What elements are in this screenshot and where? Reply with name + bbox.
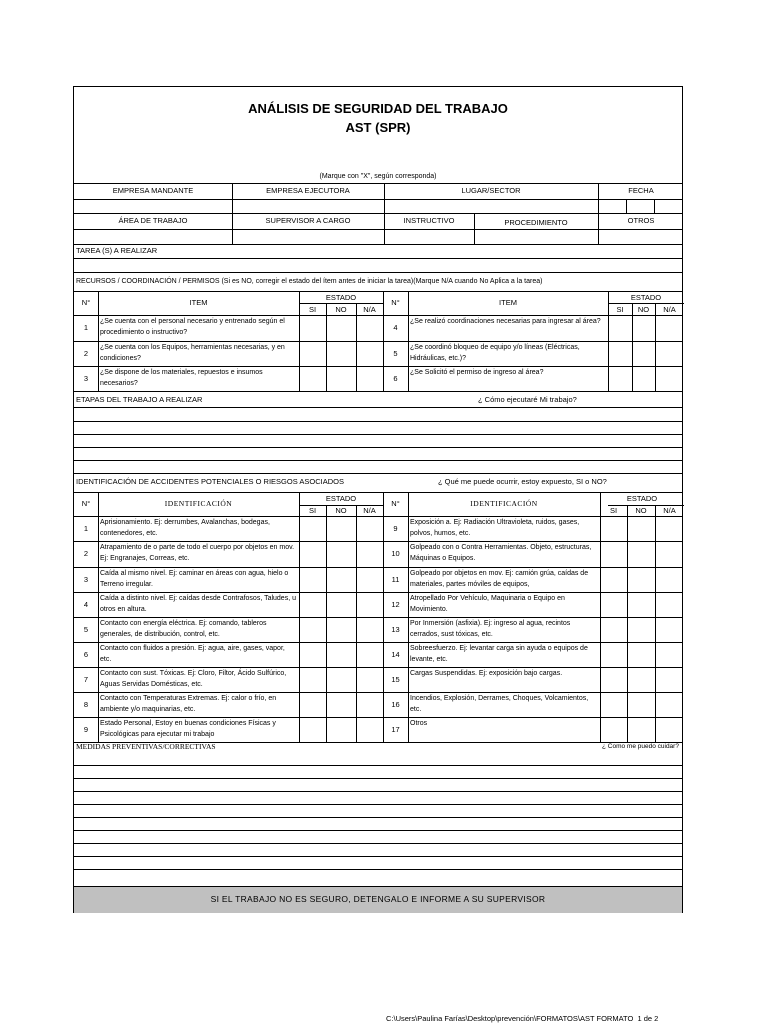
riesgo-number: 15 — [391, 675, 400, 684]
riesgo-number: 3 — [83, 575, 89, 584]
riesgo-item: Contacto con Temperaturas Extremas. Ej: calor o frío, en ambiente y/o maquinarias, etc. — [100, 695, 277, 713]
procedimiento-label: PROCEDIMIENTO — [504, 218, 568, 227]
fecha-label: FECHA — [628, 186, 654, 195]
recurso-number: 3 — [83, 374, 89, 383]
riesgo-number: 7 — [83, 675, 89, 684]
riesgo-item: Caída a distinto nivel. Ej: caídas desde Contrafosos, Taludes, u otros en altura. — [100, 595, 296, 613]
recursos-col-n-right: N° — [391, 298, 400, 307]
riesgo-number: 4 — [83, 600, 89, 609]
riesgos-col-na-right: N/A — [663, 506, 676, 515]
riesgo-number: 9 — [83, 725, 89, 734]
recursos-col-item-right: ITEM — [499, 298, 517, 307]
supervisor-label: SUPERVISOR A CARGO — [265, 216, 351, 225]
riesgo-number: 17 — [391, 725, 400, 734]
riesgos-col-ident-left: IDENTIFICACIÓN — [164, 499, 233, 508]
recursos-col-si-right: SI — [616, 305, 624, 314]
riesgos-col-estado-left: ESTADO — [325, 494, 357, 503]
recurso-item: ¿Se cuenta con el personal necesario y entrenado según el procedimiento o instructivo? — [100, 318, 285, 336]
riesgo-number: 10 — [391, 549, 400, 558]
riesgo-item: Cargas Suspendidas. Ej: exposición bajo cargas. — [410, 670, 563, 677]
recursos-col-si-left: SI — [308, 305, 317, 314]
empresa-ejecutora-label: EMPRESA EJECUTORA — [266, 186, 350, 195]
form-instruction: (Marque con "X", según corresponda) — [319, 173, 437, 180]
riesgo-item: Atropellado Por Vehículo, Maquinaria o Equipo en Movimiento. — [410, 595, 565, 613]
riesgo-item: Incendios, Explosión, Derrames, Choques, Volcamientos, etc. — [410, 695, 589, 713]
recursos-col-no-right: NO — [637, 305, 650, 314]
recursos-col-na-left: N/A — [363, 305, 376, 314]
footer-warning: SI EL TRABAJO NO ES SEGURO, DETENGALO E INFORME A SU SUPERVISOR — [74, 886, 682, 913]
riesgos-col-no-right: NO — [635, 506, 647, 515]
riesgo-number: 14 — [391, 650, 400, 659]
recurso-item: ¿Se coordinó bloqueo de equipo y/o líneas (Eléctricas, Hidráulicas, etc.)? — [410, 344, 580, 362]
riesgo-number: 2 — [83, 549, 89, 558]
recurso-number: 4 — [393, 323, 398, 332]
recurso-number: 5 — [393, 349, 398, 358]
recurso-item: ¿Se dispone de los materiales, repuestos e insumos necesarios? — [100, 369, 263, 387]
riesgo-number: 9 — [393, 524, 398, 533]
riesgo-item: Por Inmersión (asfixia). Ej: ingreso al agua, recintos cerrados, sust tóxicas, etc. — [410, 620, 571, 638]
riesgo-item: Caída al mismo nivel. Ej: caminar en áreas con agua, hielo o Terreno irregular. — [100, 570, 289, 588]
form-subtitle: AST (SPR) — [345, 120, 411, 135]
recursos-heading: RECURSOS / COORDINACIÓN / PERMISOS (Si es NO, corregir el estado del ítem antes de iniciar la tarea)(Marque N/A cuando No Aplica a la tarea) — [76, 278, 543, 285]
riesgos-col-na-left: N/A — [363, 506, 376, 515]
riesgo-number: 11 — [391, 575, 400, 584]
empresa-mandante-label: EMPRESA MANDANTE — [112, 186, 194, 195]
riesgos-col-si-left: SI — [308, 506, 317, 515]
medidas-question-part: ¿ Como me puedo cuidar? — [602, 743, 679, 750]
recursos-col-estado-right: ESTADO — [630, 293, 662, 302]
riesgo-item: Contacto con energía eléctrica. Ej: comando, tableros generales, de distribución, control, etc. — [100, 620, 267, 638]
ast-form — [73, 86, 683, 913]
riesgos-question: ¿ Qué me puede ocurrir, estoy expuesto, SI o NO? — [438, 477, 607, 486]
riesgos-heading: IDENTIFICACIÓN DE ACCIDENTES POTENCIALES O RIESGOS ASOCIADOS — [76, 477, 344, 486]
riesgos-col-n-left: N° — [81, 499, 91, 508]
riesgo-number: 6 — [83, 650, 89, 659]
form-title: ANÁLISIS DE SEGURIDAD DEL TRABAJO — [248, 101, 508, 116]
file-path: C:\Users\Paulina Farías\Desktop\prevención\FORMATOS\AST FORMATO — [386, 1014, 634, 1023]
recurso-number: 1 — [83, 323, 89, 332]
riesgo-number: 8 — [83, 700, 89, 709]
recurso-number: 6 — [393, 374, 398, 383]
riesgos-col-no-left: NO — [335, 506, 347, 515]
riesgo-item: Golpeado con o Contra Herramientas. Objeto, estructuras, Máquinas o Equipos. — [410, 544, 592, 562]
recurso-item: ¿Se realizó coordinaciones necesarias para ingresar al área? — [410, 318, 601, 325]
etapas-label: ETAPAS DEL TRABAJO A REALIZAR — [76, 395, 203, 404]
tarea-label: TAREA (S) A REALIZAR — [76, 246, 158, 255]
page-number: 1 de 2 — [637, 1014, 659, 1023]
medidas-label: MEDIDAS PREVENTIVAS/CORRECTIVAS — [76, 742, 216, 751]
riesgo-item: Estado Personal, Estoy en buenas condiciones Físicas y Psicológicas para ejecutar mi trabajo — [100, 720, 276, 738]
recursos-col-item-left: ITEM — [189, 298, 208, 307]
recursos-col-n-left: N° — [81, 298, 91, 307]
riesgo-number: 13 — [391, 625, 400, 634]
riesgo-number: 1 — [83, 524, 89, 533]
riesgo-item: Golpeado por objetos en mov. Ej: camión grúa, caídas de materiales, partes móviles de equipos, — [410, 570, 589, 588]
recursos-col-estado-left: ESTADO — [325, 293, 357, 302]
riesgo-number: 16 — [391, 700, 400, 709]
riesgos-col-estado-right: ESTADO — [626, 494, 658, 503]
riesgos-col-si-right: SI — [609, 506, 618, 515]
etapas-question: ¿ Cómo ejecutaré Mi trabajo? — [478, 395, 577, 404]
recurso-item: ¿Se cuenta con los Equipos, herramientas necesarias, y en condiciones? — [100, 344, 285, 362]
recurso-number: 2 — [83, 349, 89, 358]
riesgo-item: Contacto con fluidos a presión. Ej: agua, aire, gases, vapor, etc. — [100, 645, 285, 663]
file-path-footer — [386, 1014, 658, 1023]
instructivo-label: INSTRUCTIVO — [403, 216, 455, 225]
area-trabajo-label: ÁREA DE TRABAJO — [118, 216, 188, 225]
riesgo-item: Otros — [410, 720, 428, 727]
riesgo-item: Contacto con sust. Tóxicas. Ej: Cloro, Filtor, Ácido Sulfúrico, Aguas Servidas Domésticas, etc. — [100, 670, 287, 688]
riesgos-col-ident-right: IDENTIFICACIÓN — [470, 499, 538, 508]
riesgo-item: Aprisionamiento. Ej: derrumbes, Avalanchas, bodegas, contenedores, etc. — [100, 519, 270, 537]
riesgo-item: Sobreesfuerzo. Ej: levantar carga sin ayuda o equipos de levante, etc. — [410, 645, 588, 663]
riesgo-item: Exposición a. Ej: Radiación Ultravioleta, ruidos, gases, polvos, humos, etc. — [410, 519, 580, 537]
riesgo-number: 5 — [83, 625, 89, 634]
riesgo-number: 12 — [391, 600, 400, 609]
riesgos-col-n-right: N° — [391, 499, 400, 508]
recursos-col-na-right: N/A — [663, 305, 676, 314]
riesgo-item: Atrapamiento de o parte de todo el cuerpo por objetos en mov. Ej: Engranajes, Correas, etc. — [100, 544, 295, 562]
recurso-item: ¿Se Solicitó el permiso de ingreso al área? — [410, 369, 544, 376]
lugar-sector-label: LUGAR/SECTOR — [461, 186, 521, 195]
recursos-col-no-left: NO — [335, 305, 347, 314]
otros-label: OTROS — [627, 216, 655, 225]
